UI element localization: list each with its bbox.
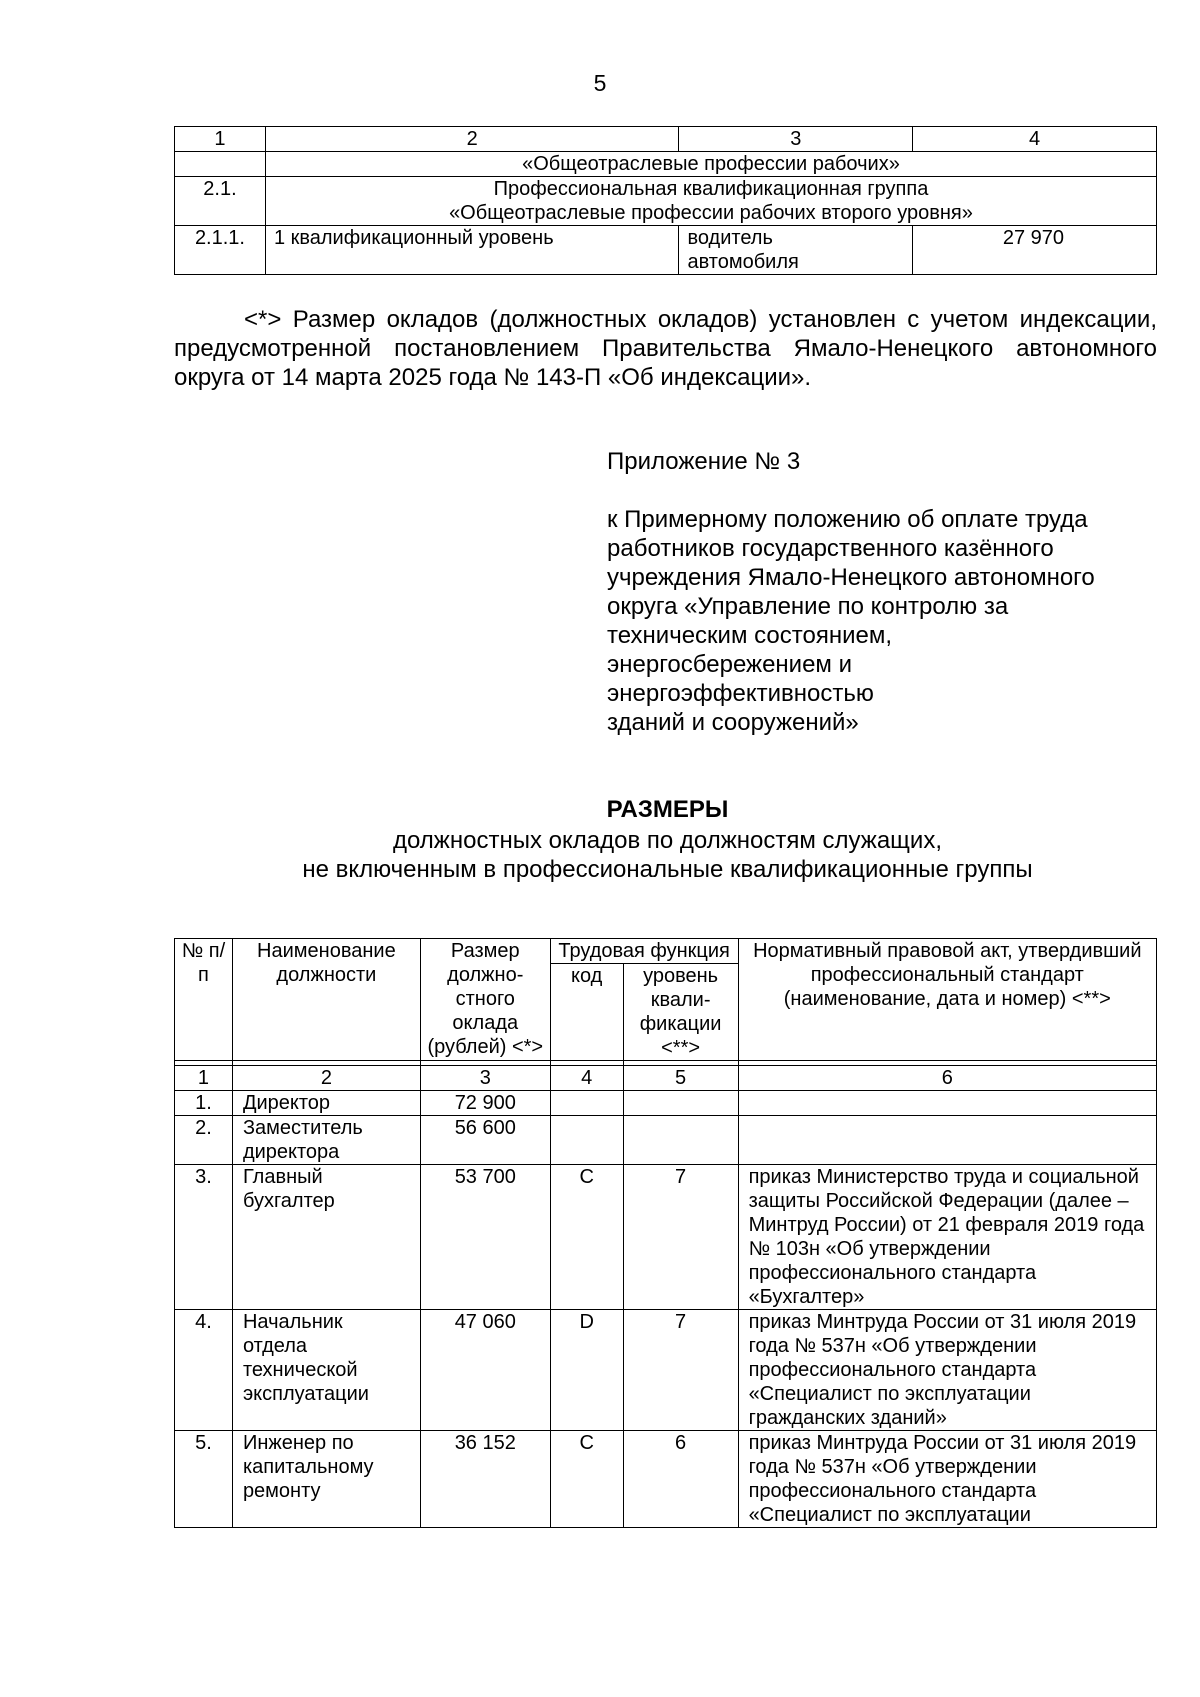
legal-act [738,1091,1156,1116]
salaries-table [174,938,1157,1528]
appendix-line: учреждения Ямало-Ненецкого автономного [607,564,1095,591]
column-number: 6 [738,1066,1156,1091]
function-code [550,1116,623,1165]
salary-value: 36 152 [420,1431,550,1528]
document-subtitle [0,826,1200,884]
table-row [175,1165,1157,1310]
position-name [679,226,913,275]
group-title [265,177,1156,226]
column-number: 3 [679,127,913,152]
header-level: уровень квали-фикации <**> [623,964,738,1061]
appendix-line: округа «Управление по контролю за [607,593,1009,620]
footnote-text: <*> Размер окладов (должностных окладов) установлен с учетом индексации, предусмотренной постановлением Правительства Ямало-Ненецкого автономного округа от 14 марта 2025 года № 143-П «Об индексации». [174,306,1157,391]
column-number: 4 [913,127,1157,152]
table-header-row [175,127,1157,152]
salary-value: 47 060 [420,1310,550,1431]
legal-act: приказ Министерство труда и социальной защиты Российской Федерации (далее – Минтруд России) от 21 февраля 2019 года № 103н «Об утверждении профессионального стандарта «Бухгалтер» [738,1165,1156,1310]
column-number: 5 [623,1066,738,1091]
qualification-level: 6 [623,1431,738,1528]
legal-act: приказ Минтруда России от 31 июля 2019 года № 537н «Об утверждении профессионального стандарта «Специалист по эксплуатации [738,1431,1156,1528]
position-line: автомобиля [687,251,799,273]
qualification-level [623,1116,738,1165]
row-number: 3. [175,1165,233,1310]
subtitle-line: должностных окладов по должностям служащих, [392,827,943,854]
appendix-line: зданий и сооружений» [607,709,859,736]
empty-cell [175,152,266,177]
appendix-line: работников государственного казённого [607,535,1054,562]
table-row [175,1431,1157,1528]
qualification-level: 1 квалификационный уровень [265,226,679,275]
section-row [175,152,1157,177]
qualification-level [623,1091,738,1116]
column-number: 4 [550,1066,623,1091]
salary-value: 56 600 [420,1116,550,1165]
column-number: 2 [232,1066,420,1091]
qualification-level: 7 [623,1165,738,1310]
column-numbers-row [175,1066,1157,1091]
section-title: «Общеотраслевые профессии рабочих» [265,152,1156,177]
function-code: D [550,1310,623,1431]
position-name: Начальник отдела технической эксплуатации [232,1310,420,1431]
row-number: 1. [175,1091,233,1116]
appendix-line: к Примерному положению об оплате труда [607,506,1088,533]
salary-value: 53 700 [420,1165,550,1310]
function-code [550,1091,623,1116]
table-header-row [175,939,1157,964]
position-name: Инженер по капитальному ремонту [232,1431,420,1528]
appendix-number: Приложение № 3 [607,448,801,475]
group-row [175,177,1157,226]
header-position: Наименование должности [232,939,420,1061]
row-number: 2. [175,1116,233,1165]
position-name: Заместитель директора [232,1116,420,1165]
table-row [175,1116,1157,1165]
row-number: 5. [175,1431,233,1528]
header-legal-act: Нормативный правовой акт, утвердивший профессиональный стандарт (наименование, дата и номер) <**> [738,939,1156,1061]
header-salary: Размер должно-стного оклада (рублей) <*> [420,939,550,1061]
position-name: Главный бухгалтер [232,1165,420,1310]
row-number: 4. [175,1310,233,1431]
page-number: 5 [593,70,607,96]
row-number: 2.1.1. [175,226,266,275]
salary-value: 72 900 [420,1091,550,1116]
table-row [175,1310,1157,1431]
group-title-line: Профессиональная квалификационная группа [493,178,929,200]
column-number: 1 [175,1066,233,1091]
column-number: 1 [175,127,266,152]
function-code: C [550,1431,623,1528]
column-number: 3 [420,1066,550,1091]
qualification-level: 7 [623,1310,738,1431]
position-name: Директор [232,1091,420,1116]
appendix-line: энергосбережением и [607,651,853,678]
document-title: РАЗМЕРЫ [606,796,729,823]
legal-act [738,1116,1156,1165]
appendix-title [607,505,1095,737]
salary-value: 27 970 [913,226,1157,275]
column-number: 2 [265,127,679,152]
appendix-line: энергоэффективностью [607,680,874,707]
subtitle-line: не включенным в профессиональные квалификационные группы [302,856,1033,883]
position-line: водитель [687,227,773,249]
group-number: 2.1. [175,177,266,226]
header-number: № п/п [175,939,233,1061]
footnote [174,305,1157,392]
qualification-groups-table [174,126,1157,275]
header-code: код [550,964,623,1061]
group-title-line: «Общеотраслевые профессии рабочих второго уровня» [449,202,973,224]
header-function: Трудовая функция [550,939,738,964]
function-code: C [550,1165,623,1310]
legal-act: приказ Минтруда России от 31 июля 2019 года № 537н «Об утверждении профессионального стандарта «Специалист по эксплуатации гражданских зданий» [738,1310,1156,1431]
appendix-line: техническим состоянием, [607,622,892,649]
table-row [175,1091,1157,1116]
table-row [175,226,1157,275]
